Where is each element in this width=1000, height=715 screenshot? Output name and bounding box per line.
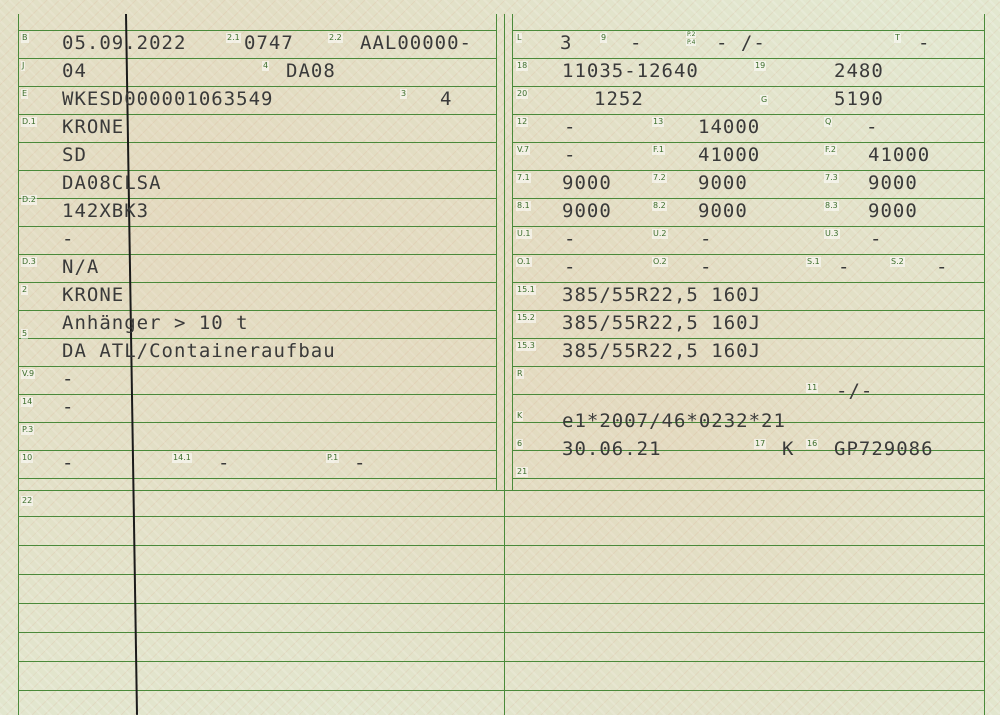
rule [18, 198, 496, 199]
field-code-u1: U.1 [517, 229, 531, 238]
field-e-vin: WKESD000001063549 [62, 88, 274, 110]
rule [512, 86, 984, 87]
field-g-value: 5190 [834, 88, 884, 110]
field-code-p1: P.1 [327, 453, 339, 462]
field-code-f1: F.1 [653, 145, 664, 154]
field-code-r: R [517, 369, 523, 378]
field-v9-value: - [62, 368, 75, 390]
rule [512, 394, 984, 395]
rule [512, 310, 984, 311]
field-15-3-value: 385/55R22,5 160J [562, 340, 762, 362]
field-code-t: T [895, 33, 900, 42]
field-code-15-3: 15.3 [517, 341, 535, 350]
field-code-g: G [761, 95, 768, 104]
field-d2-line3: - [62, 228, 75, 250]
field-code-d3: D.3 [22, 257, 36, 266]
rule [18, 490, 984, 491]
field-v7-value: - [564, 144, 577, 166]
rule [18, 366, 496, 367]
field-j-value: 04 [62, 60, 87, 82]
field-code-v9: V.9 [22, 369, 35, 378]
field-code-17: 17 [755, 439, 766, 448]
field-code-8-1: 8.1 [517, 201, 530, 210]
field-code-12: 12 [517, 117, 528, 126]
field-code-15-2: 15.2 [517, 313, 535, 322]
field-d2-line1: DA08CLSA [62, 172, 162, 194]
rule [18, 142, 496, 143]
field-20-value: 1252 [594, 88, 644, 110]
rule [18, 170, 496, 171]
frame-right [984, 14, 985, 715]
field-4-value: DA08 [286, 60, 336, 82]
field-code-d1: D.1 [22, 117, 36, 126]
field-f1-value: 41000 [698, 144, 761, 166]
field-s2-value: - [936, 256, 949, 278]
field-code-u2: U.2 [653, 229, 667, 238]
field-8-3-value: 9000 [868, 200, 918, 222]
field-2-1-value: 0747 [244, 32, 294, 54]
rule [512, 58, 984, 59]
field-code-4: 4 [263, 61, 269, 70]
field-code-3: 3 [401, 89, 407, 98]
field-code-d2: D.2 [22, 195, 36, 204]
field-code-13: 13 [653, 117, 664, 126]
field-code-7-1: 7.1 [517, 173, 530, 182]
field-b-date: 05.09.2022 [62, 32, 187, 54]
field-u2-value: - [700, 228, 713, 250]
field-code-14: 14 [22, 397, 33, 406]
field-code-14-1: 14.1 [173, 453, 191, 462]
field-code-l: L [517, 33, 522, 42]
field-17-value: K [782, 438, 795, 460]
field-code-9: 9 [601, 33, 607, 42]
field-code-e: E [22, 89, 28, 98]
rule [18, 478, 496, 479]
rule [512, 254, 984, 255]
field-18-value: 11035-12640 [562, 60, 699, 82]
field-code-b: B [22, 33, 28, 42]
field-2-value: KRONE [62, 284, 125, 306]
field-code-6: 6 [517, 439, 523, 448]
field-code-11: 11 [807, 383, 818, 392]
field-d1-extra: SD [62, 144, 87, 166]
field-11-value: -/- [836, 380, 874, 402]
rule [18, 394, 496, 395]
field-code-18: 18 [517, 61, 528, 70]
field-code-s2: S.2 [891, 257, 904, 266]
rule [18, 86, 496, 87]
field-9-value: - [630, 32, 643, 54]
field-12-value: - [564, 116, 577, 138]
pen-stroke [125, 14, 138, 715]
field-code-p4: P.4 [687, 39, 696, 46]
field-14-value: - [62, 396, 75, 418]
field-7-1-value: 9000 [562, 172, 612, 194]
field-code-o2: O.2 [653, 257, 667, 266]
rule [18, 114, 496, 115]
field-code-s1: S.1 [807, 257, 820, 266]
field-code-p3: P.3 [22, 425, 34, 434]
field-10-value: - [62, 452, 75, 474]
field-code-k: K [517, 411, 523, 420]
field-code-8-3: 8.3 [825, 201, 838, 210]
frame-left [18, 14, 19, 715]
field-u3-value: - [870, 228, 883, 250]
field-code-5: 5 [22, 329, 28, 338]
field-code-j: J [22, 61, 25, 70]
rule [18, 545, 984, 546]
field-19-value: 2480 [834, 60, 884, 82]
field-2-2-value: AAL00000- [360, 32, 472, 54]
rule [512, 338, 984, 339]
field-code-2: 2 [22, 285, 28, 294]
rule [18, 422, 496, 423]
field-code-v7: V.7 [517, 145, 530, 154]
field-7-2-value: 9000 [698, 172, 748, 194]
field-code-2-1: 2.1 [227, 33, 240, 42]
rule [512, 30, 984, 31]
field-8-1-value: 9000 [562, 200, 612, 222]
rule [18, 310, 496, 311]
field-8-2-value: 9000 [698, 200, 748, 222]
field-k-value: e1*2007/46*0232*21 [562, 410, 786, 432]
field-s1-value: - [838, 256, 851, 278]
frame-mid-right [504, 14, 505, 715]
rule [512, 282, 984, 283]
field-15-2-value: 385/55R22,5 160J [562, 312, 762, 334]
field-l-value: 3 [560, 32, 573, 54]
field-5-line2: DA ATL/Containeraufbau [62, 340, 336, 362]
rule [18, 603, 984, 604]
field-3-value: 4 [440, 88, 453, 110]
rule [18, 338, 496, 339]
field-code-2-2: 2.2 [329, 33, 342, 42]
field-16-value: GP729086 [834, 438, 934, 460]
field-14-1-value: - [218, 452, 231, 474]
rule [512, 366, 984, 367]
field-code-15-1: 15.1 [517, 285, 535, 294]
field-code-f2: F.2 [825, 145, 836, 154]
field-5-line1: Anhänger > 10 t [62, 312, 249, 334]
rule [18, 30, 496, 31]
field-o1-value: - [564, 256, 577, 278]
field-f2-value: 41000 [868, 144, 931, 166]
field-o2-value: - [700, 256, 713, 278]
field-d3-value: N/A [62, 256, 100, 278]
field-code-8-2: 8.2 [653, 201, 666, 210]
field-u1-value: - [564, 228, 577, 250]
field-code-7-2: 7.2 [653, 173, 666, 182]
field-code-o1: O.1 [517, 257, 531, 266]
field-q-value: - [866, 116, 879, 138]
rule [512, 478, 984, 479]
field-code-u3: U.3 [825, 229, 839, 238]
field-code-q: Q [825, 117, 832, 126]
field-code-20: 20 [517, 89, 528, 98]
field-d1-value: KRONE [62, 116, 125, 138]
field-15-1-value: 385/55R22,5 160J [562, 284, 762, 306]
rule [18, 516, 984, 517]
rule [512, 170, 984, 171]
field-p2-p4-value: - /- [716, 32, 766, 54]
field-code-19: 19 [755, 61, 766, 70]
rule [18, 254, 496, 255]
frame-right-inner [512, 14, 513, 490]
rule [18, 632, 984, 633]
field-t-value: - [918, 32, 931, 54]
rule [512, 198, 984, 199]
field-7-3-value: 9000 [868, 172, 918, 194]
field-p1-value: - [354, 452, 367, 474]
rule [18, 58, 496, 59]
field-13-value: 14000 [698, 116, 761, 138]
rule [512, 142, 984, 143]
rule [18, 226, 496, 227]
rule [512, 226, 984, 227]
field-code-22: 22 [22, 496, 33, 505]
rule [18, 282, 496, 283]
rule [18, 690, 984, 691]
field-code-16: 16 [807, 439, 818, 448]
field-code-p2: P.2 [687, 31, 696, 38]
field-code-10: 10 [22, 453, 33, 462]
field-code-7-3: 7.3 [825, 173, 838, 182]
rule [18, 574, 984, 575]
frame-mid-left [496, 14, 497, 490]
rule [18, 450, 496, 451]
field-6-value: 30.06.21 [562, 438, 662, 460]
field-d2-line2: 142XBK3 [62, 200, 150, 222]
rule [18, 661, 984, 662]
rule [512, 114, 984, 115]
field-code-21: 21 [517, 467, 528, 476]
